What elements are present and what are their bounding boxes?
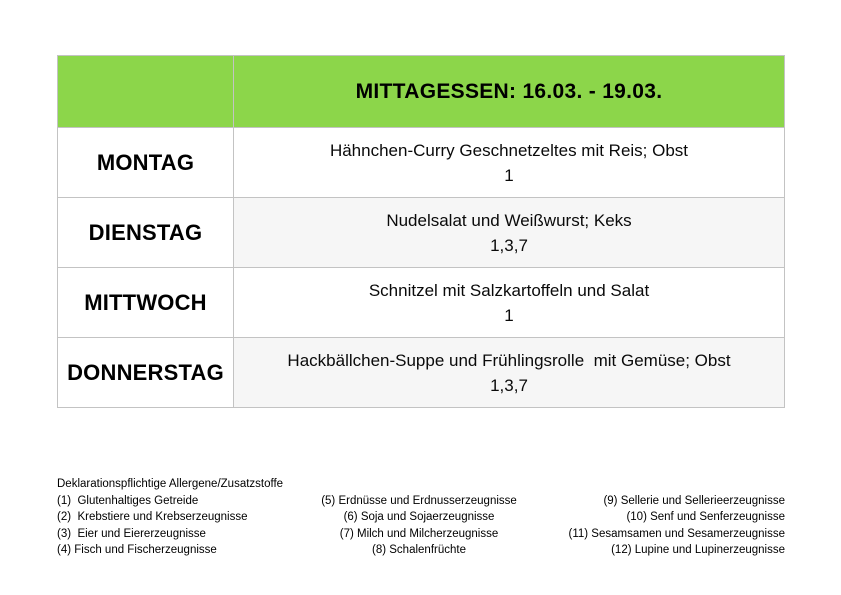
legend-item-10: (10) Senf und Senferzeugnisse (626, 511, 785, 523)
legend-title: Deklarationspflichtige Allergene/Zusatzstoffe (57, 478, 284, 490)
menu-row-montag (58, 128, 785, 198)
meal-cell-mittwoch (234, 268, 785, 338)
meal-name: Schnitzel mit Salzkartoffeln und Salat (368, 280, 650, 300)
meal-name: Hähnchen-Curry Geschnetzeltes mit Reis; Obst (329, 140, 689, 160)
legend-item-2: (2) Krebstiere und Krebserzeugnisse (57, 511, 248, 523)
menu-row-donnerstag (58, 338, 785, 408)
meal-allergen-numbers: 1 (504, 305, 514, 325)
legend-column-1 (57, 493, 319, 559)
legend-item-8: (8) Schalenfrüchte (372, 544, 466, 556)
meal-name: Nudelsalat und Weißwurst; Keks (386, 210, 632, 230)
day-label-donnerstag: DONNERSTAG (58, 338, 234, 408)
meal-allergen-numbers: 1,3,7 (490, 235, 528, 255)
meal-allergen-numbers: 1 (504, 165, 514, 185)
day-label-mittwoch: MITTWOCH (58, 268, 234, 338)
menu-title: MITTAGESSEN: 16.03. - 19.03. (234, 56, 785, 128)
legend-item-7: (7) Milch und Milcherzeugnisse (339, 527, 499, 540)
day-label-montag: MONTAG (58, 128, 234, 198)
meal-cell-donnerstag (234, 338, 785, 408)
meal-cell-dienstag (234, 198, 785, 268)
menu-row-dienstag (58, 198, 785, 268)
legend-item-4: (4) Fisch und Fischerzeugnisse (57, 544, 217, 556)
menu-table (57, 55, 785, 408)
legend-item-11: (11) Sesamsamen und Sesamerzeugnisse (568, 527, 785, 540)
legend-columns (57, 493, 785, 559)
allergen-legend (57, 476, 785, 559)
legend-item-9: (9) Sellerie und Sellerieerzeugnisse (603, 494, 785, 507)
legend-item-12: (12) Lupine und Lupinerzeugnisse (611, 544, 785, 556)
legend-column-3 (519, 493, 785, 559)
legend-item-3: (3) Eier und Eiererzeugnisse (57, 527, 206, 540)
meal-name: Hackbällchen-Suppe und Frühlingsrolle mit Gemüse; Obst (287, 350, 731, 370)
menu-row-mittwoch (58, 268, 785, 338)
legend-column-2 (319, 493, 519, 559)
meal-allergen-numbers: 1,3,7 (490, 375, 528, 395)
legend-item-1: (1) Glutenhaltiges Getreide (57, 494, 199, 507)
meal-cell-montag (234, 128, 785, 198)
legend-item-6: (6) Soja und Sojaerzeugnisse (343, 511, 495, 523)
day-label-dienstag: DIENSTAG (58, 198, 234, 268)
legend-item-5: (5) Erdnüsse und Erdnusserzeugnisse (321, 494, 517, 507)
header-empty-cell (58, 56, 234, 128)
menu-header-row (58, 56, 785, 128)
